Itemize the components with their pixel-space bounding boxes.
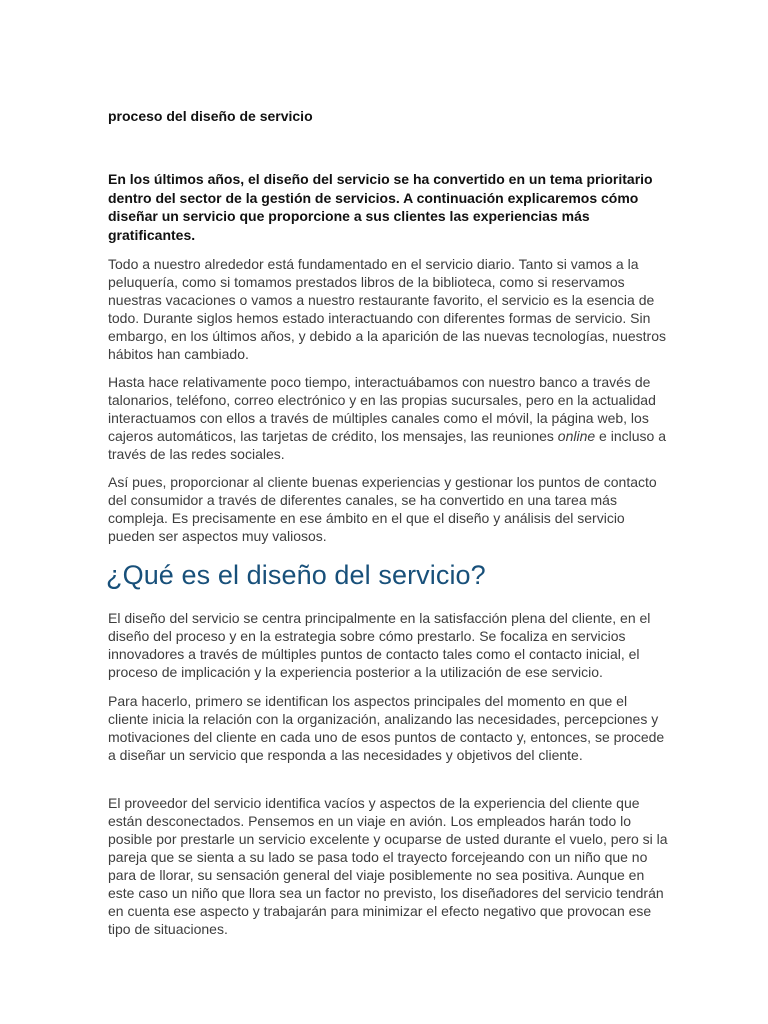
body-paragraph-1: Todo a nuestro alrededor está fundamentado en el servicio diario. Tanto si vamos a la peluquería, como si tomamos prestados libros de la biblioteca, como si reservamos nuestras vacaciones o vamos a nuestro restaurante favorito, el servicio es la esencia de todo. Durante siglos hemos estado interactuando con diferentes formas de servicio. Sin embargo, en los últimos años, y debido a la aparición de las nuevas tecnologías, nuestros hábitos han cambiado. [108, 256, 667, 362]
body-paragraph-5: Para hacerlo, primero se identifican los aspectos principales del momento en que el cliente inicia la relación con la organización, analizando las necesidades, percepciones y motivaciones del cliente en cada uno de esos puntos de contacto y, entonces, se procede a diseñar un servicio que responda a las necesidades y objetivos del cliente. [108, 693, 665, 763]
intro-paragraph: En los últimos años, el diseño del servicio se ha convertido en un tema prioritario dentro del sector de la gestión de servicios. A continuación explicaremos cómo diseñar un servicio que proporcione a sus clientes las experiencias más gratificantes. [108, 171, 653, 243]
paragraph-2-text-start: Hasta hace relativamente poco tiempo, interactuábamos con nuestro banco a través de talonarios, teléfono, correo electrónico y en las propias sucursales, pero en la actualidad interactuamos con ellos a través de múltiples canales como el móvil, la página web, los cajeros automáticos, las tarjetas de crédito, los mensajes, las reuniones [108, 374, 656, 444]
body-paragraph-3: Así pues, proporcionar al cliente buenas experiencias y gestionar los puntos de contacto del consumidor a través de diferentes canales, se ha convertido en una tarea más compleja. Es precisamente en ese ámbito en el que el diseño y análisis del servicio pueden ser aspectos muy valiosos. [108, 474, 657, 544]
body-paragraph-4: El diseño del servicio se centra principalmente en la satisfacción plena del cliente, en el diseño del proceso y en la estrategia sobre cómo prestarlo. Se focaliza en servicios innovadores a través de múltiples puntos de contacto tales como el contacto inicial, el proceso de implicación y la experiencia posterior a la utilización de ese servicio. [108, 610, 651, 680]
body-paragraph-2 [108, 373, 668, 463]
body-paragraph-6: El proveedor del servicio identifica vacíos y aspectos de la experiencia del cliente que están desconectados. Pensemos en un viaje en avión. Los empleados harán todo lo posible por prestarle un servicio excelente y ocuparse de usted durante el vuelo, pero si la pareja que se sienta a su lado se pasa todo el trayecto forcejeando con un niño que no para de llorar, su sensación general del viaje posiblemente no sea positiva. Aunque en este caso un niño que llora sea un factor no previsto, los diseñadores del servicio tendrán en cuenta ese aspecto y trabajarán para minimizar el efecto negativo que provocan ese tipo de situaciones. [108, 795, 668, 937]
paragraph-2-emphasis: online [557, 428, 596, 444]
document-title: proceso del diseño de servicio [108, 108, 313, 124]
paragraph-2-text-end: e incluso a través de las redes sociales. [108, 428, 666, 462]
section-heading: ¿Qué es el diseño del servicio? [106, 560, 486, 590]
